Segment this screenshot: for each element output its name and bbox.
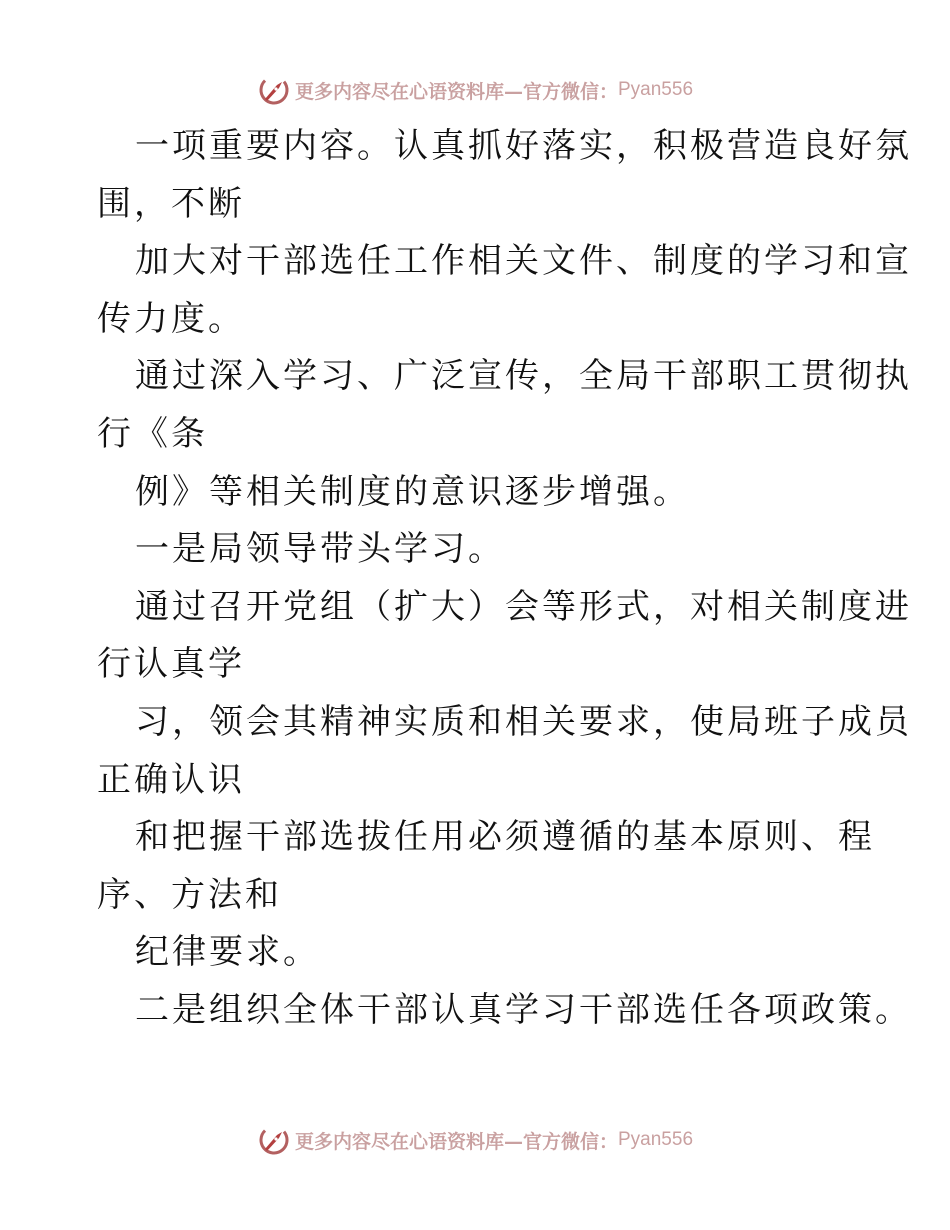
- text-line: 通过深入学习、广泛宣传，全局干部职工贯彻执: [135, 356, 912, 397]
- watermark-text: 更多内容尽在心语资料库—官方微信：: [294, 1130, 618, 1153]
- pen-nib-logo-icon: [257, 1123, 291, 1157]
- text-line: 一项重要内容。认真抓好落实，积极营造良好氛: [135, 126, 912, 166]
- pen-nib-logo-icon: [257, 73, 291, 107]
- text-line: 行认真学: [97, 644, 245, 685]
- text-line: 正确认识: [97, 759, 245, 800]
- footer-watermark: [0, 1120, 950, 1160]
- watermark-wechat-id: Pyan556: [618, 79, 694, 100]
- text-line: 习，领会其精神实质和相关要求，使局班子成员: [135, 701, 912, 742]
- document-body: [97, 118, 912, 1040]
- text-line: 二是组织全体干部认真学习干部选任各项政策。: [135, 989, 912, 1030]
- text-line: 传力度。: [97, 298, 245, 339]
- text-line: 例》等相关制度的意识逐步增强。: [135, 471, 690, 512]
- text-line: 序、方法和: [97, 874, 282, 915]
- text-line: 加大对干部选任工作相关文件、制度的学习和宣: [135, 241, 912, 282]
- text-line: 一是局领导带头学习。: [135, 529, 505, 570]
- header-watermark: [0, 70, 950, 110]
- text-line: 行《条: [97, 413, 208, 454]
- text-line: 和把握干部选拔任用必须遵循的基本原则、程: [135, 817, 875, 858]
- text-line: 通过召开党组（扩大）会等形式，对相关制度进: [135, 586, 912, 627]
- watermark-text: 更多内容尽在心语资料库—官方微信：: [294, 80, 618, 103]
- watermark-wechat-id: Pyan556: [618, 1129, 694, 1150]
- text-line: 纪律要求。: [135, 932, 320, 973]
- text-line: 围，不断: [97, 183, 245, 224]
